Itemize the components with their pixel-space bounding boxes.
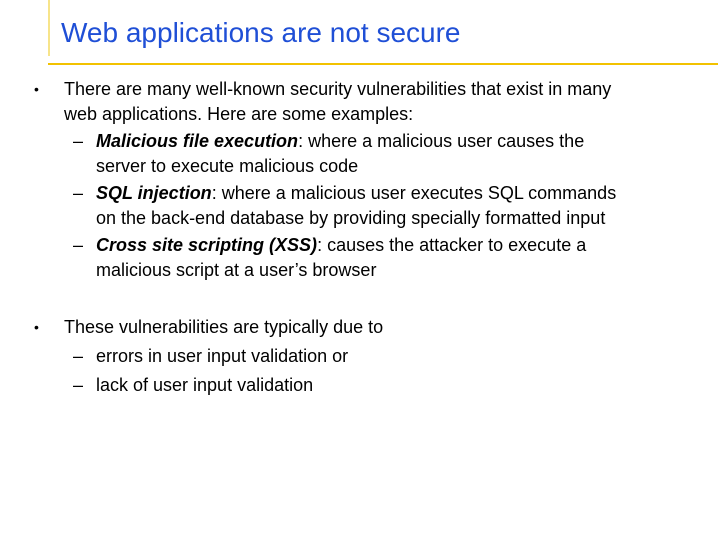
- sub-bullet-marker: –: [73, 346, 84, 366]
- sub-bullet-text: : where a malicious user executes SQL commands: [211, 183, 617, 203]
- slide-title: Web applications are not secure: [61, 17, 461, 48]
- sub-bullet-item: [73, 129, 706, 179]
- sub-bullet-item: [73, 233, 706, 283]
- bullet-marker: •: [34, 81, 39, 97]
- sub-bullet-text: lack of user input validation: [96, 375, 314, 395]
- sub-bullet-line: malicious script at a user’s browser: [96, 260, 377, 280]
- bullet-text-line: These vulnerabilities are typically due to: [64, 317, 384, 337]
- title-divider: [48, 63, 718, 65]
- sub-bullet-item: [73, 181, 706, 231]
- bullet-marker: •: [34, 319, 39, 335]
- sub-bullet-item: [73, 344, 706, 369]
- sub-bullet-text: : where a malicious user causes the: [298, 131, 585, 151]
- sub-bullet-text: errors in user input validation or: [96, 346, 349, 366]
- bullet-item: [34, 77, 704, 127]
- term-highlight: Malicious file execution: [96, 131, 299, 151]
- sub-bullet-marker: –: [73, 235, 84, 255]
- sub-bullet-marker: –: [73, 183, 84, 203]
- sub-bullet-line: on the back-end database by providing specially formatted input: [96, 208, 606, 228]
- sub-bullet-line: server to execute malicious code: [96, 156, 359, 176]
- sub-bullet-line: [96, 129, 706, 154]
- sub-bullet-line: [96, 181, 706, 206]
- sub-bullet-text: : causes the attacker to execute a: [317, 235, 587, 255]
- sub-bullet-line: [96, 233, 706, 258]
- sub-bullet-marker: –: [73, 131, 84, 151]
- sub-bullet-marker: –: [73, 375, 84, 395]
- title-accent-line: [48, 0, 50, 56]
- sub-bullet-item: [73, 373, 706, 398]
- bullet-text-line: web applications. Here are some examples:: [64, 104, 414, 124]
- bullet-text-line: There are many well-known security vulnerabilities that exist in many: [64, 79, 612, 99]
- term-highlight: SQL injection: [96, 183, 212, 203]
- bullet-item: [34, 315, 704, 340]
- term-highlight: Cross site scripting (XSS): [96, 235, 318, 255]
